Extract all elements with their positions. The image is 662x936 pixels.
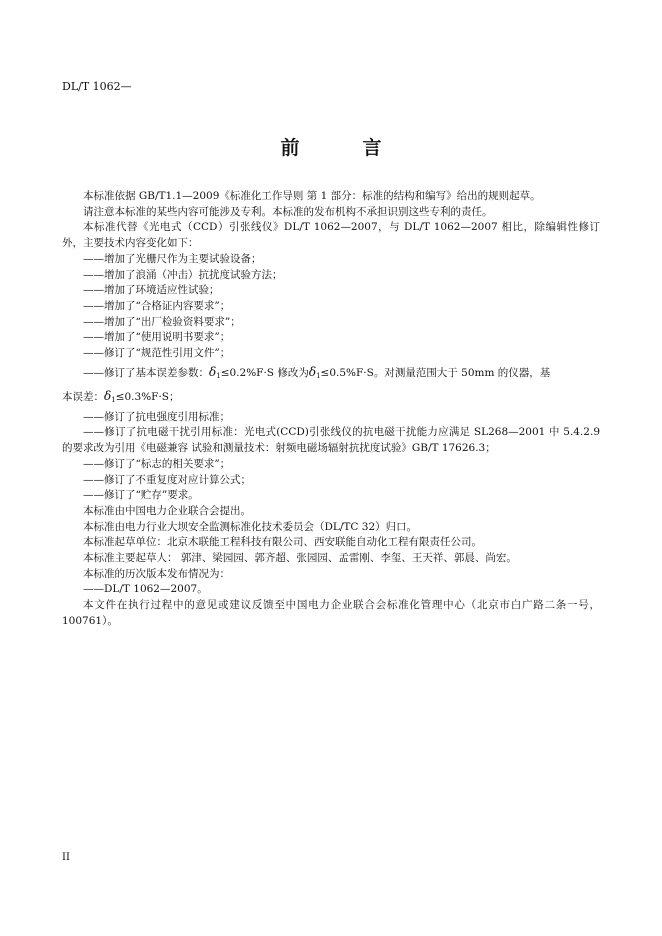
paragraph-drafters: 本标准主要起草人： 郭津、梁园园、郭齐超、张园园、孟雷刚、李玺、王天祥、郭晨、尚宏。 xyxy=(83,552,517,565)
basic-error-text: 本误差： xyxy=(62,390,104,403)
paragraph-patent-notice: 请注意本标准的某些内容可能涉及专利。本标准的发布机构不承担识别这些专利的责任。 xyxy=(83,205,493,218)
standard-code-header: DL/T 1062— xyxy=(62,80,132,93)
change-item: ——修订了不重复度对应计算公式； xyxy=(83,473,251,486)
paragraph-replacement: 本标准代替《光电式（CCD）引张线仪》DL/T 1062—2007，与 DL/T 1062—2007 相比，除编辑性修订外，主要技术内容变化如下： xyxy=(62,221,600,250)
paragraph-drafting-units: 本标准起草单位：北京木联能工程科技有限公司、西安联能自动化工程有限责任公司。 xyxy=(83,536,482,549)
preface-body xyxy=(62,189,600,630)
paragraph-proposer: 本标准由中国电力企业联合会提出。 xyxy=(83,504,251,517)
paragraph-history: 本标准的历次版本发布情况为： xyxy=(83,567,230,580)
paragraph-committee: 本标准由电力行业大坝安全监测标准化技术委员会（DL/TC 32）归口。 xyxy=(83,520,418,533)
delta-symbol: $\delta_1$ xyxy=(209,364,221,380)
basic-error-text: ≤0.3%F·S； xyxy=(115,390,180,403)
change-item: ——增加了“合格证内容要求”； xyxy=(83,299,231,312)
change-item: ——增加了光栅尺作为主要试验设备； xyxy=(83,252,262,265)
history-item: ——DL/T 1062—2007。 xyxy=(83,583,208,596)
basic-error-text: ——修订了基本误差参数： xyxy=(83,366,209,379)
delta-symbol: $\delta_1$ xyxy=(308,364,321,380)
change-item-basic-error-cont xyxy=(62,386,600,410)
change-item: ——增加了“出厂检验资料要求”； xyxy=(83,315,241,328)
paragraph-feedback: 本文件在执行过程中的意见或建议反馈至中国电力企业联合会标准化管理中心（北京市白广路二条一号，100761）。 xyxy=(62,599,600,627)
preface-title: 前 言 xyxy=(280,137,404,159)
change-item-emc: ——修订了抗电磁干扰引用标准：光电式(CCD)引张线仪的抗电磁干扰能力应满足 SL268—2001 中 5.4.2.9 的要求改为引用《电磁兼容 试验和测量技术：射频电磁场辐射抗扰度试验》GB/T 17626.3； xyxy=(62,426,600,455)
change-item: ——修订了“贮存”要求。 xyxy=(83,489,199,502)
change-item: ——修订了“规范性引用文件”； xyxy=(83,347,231,360)
change-item-basic-error xyxy=(62,362,600,386)
change-item: ——修订了抗电强度引用标准； xyxy=(83,410,230,423)
change-item: ——修订了“标志的相关要求”； xyxy=(83,457,231,470)
change-item: ——增加了“使用说明书要求”； xyxy=(83,331,231,344)
basic-error-text: ≤0.2%F·S 修改为 xyxy=(220,366,309,379)
page-number: II xyxy=(62,852,70,863)
paragraph-drafting-basis: 本标准依据 GB/T1.1—2009《标准化工作导则 第 1 部分：标准的结构和编写》给出的规则起草。 xyxy=(83,190,541,202)
change-item: ——增加了浪涌（冲击）抗扰度试验方法； xyxy=(83,268,283,281)
basic-error-text: ≤0.5%F·S。对测量范围大于 50mm 的仪器，基 xyxy=(320,366,551,379)
delta-symbol: $\delta_1$ xyxy=(104,388,116,404)
change-item: ——增加了环境适应性试验； xyxy=(83,284,220,297)
